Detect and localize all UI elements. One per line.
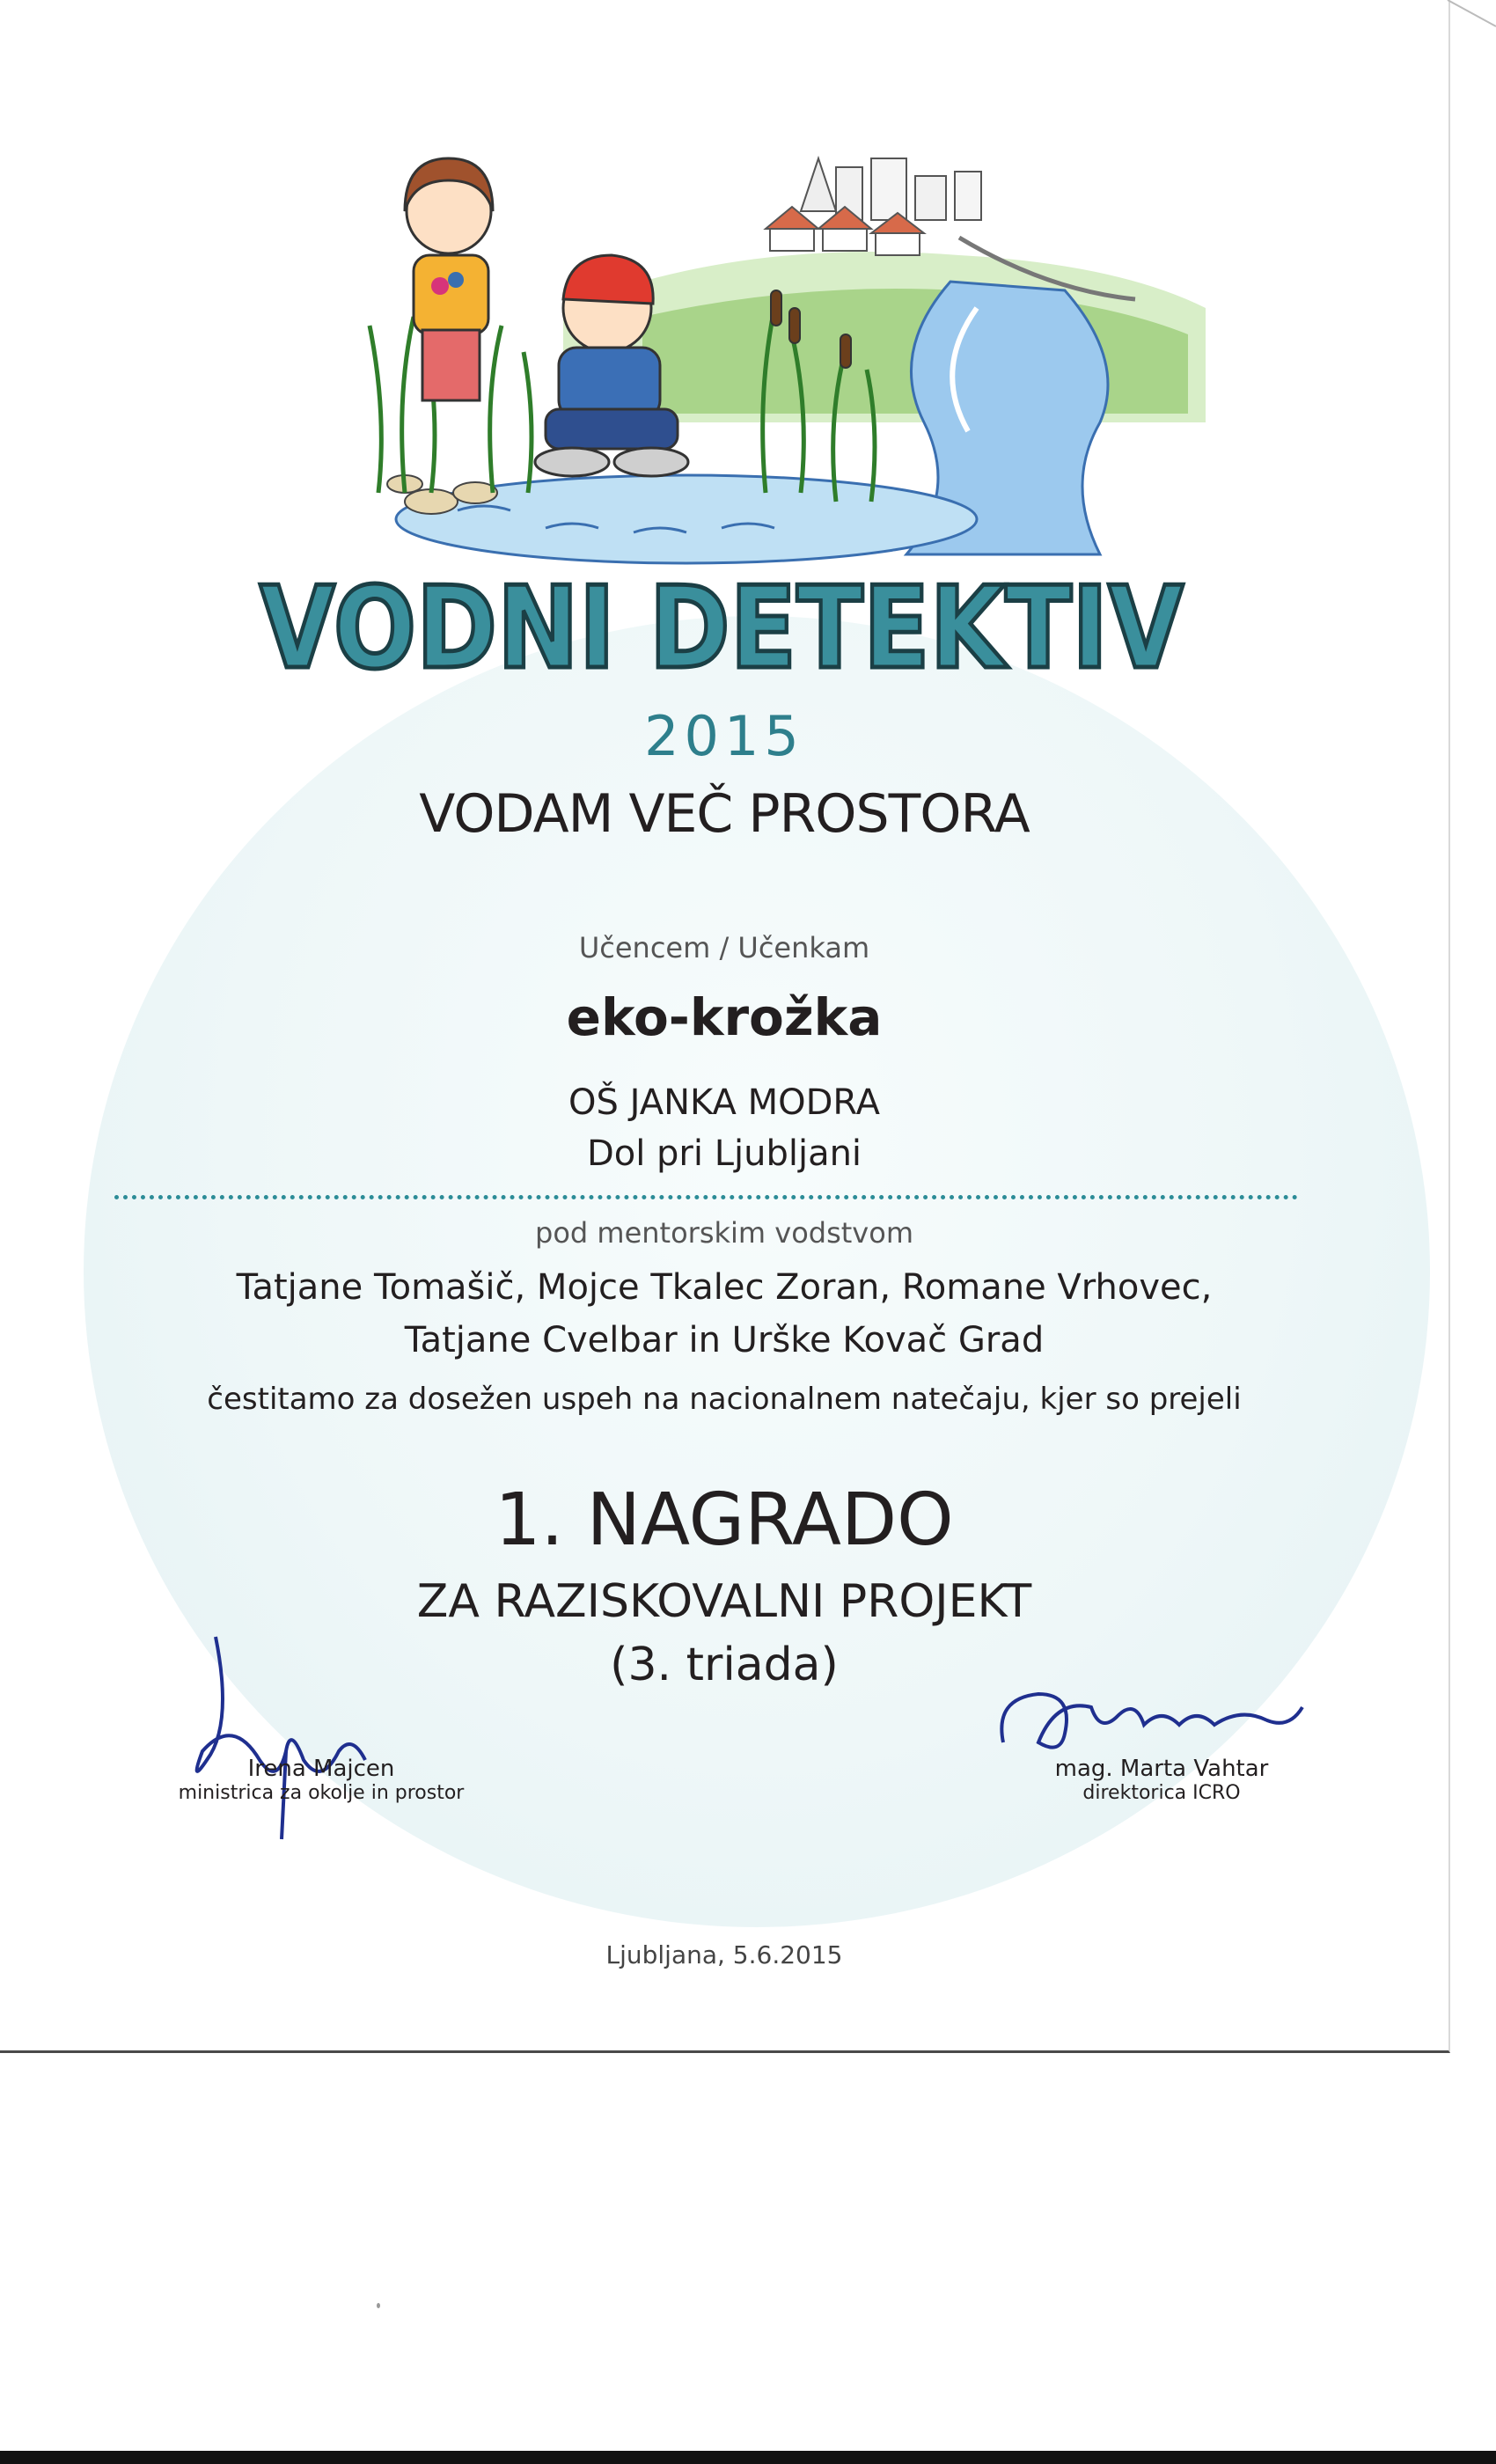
- signatory-right-role: direktorica ICRO: [1082, 1782, 1241, 1804]
- mentoring-label: pod mentorskim vodstvom: [535, 1216, 913, 1250]
- svg-text:VODNI DETEKTIV: VODNI DETEKTIV: [260, 563, 1184, 694]
- year: 2015: [644, 704, 804, 768]
- signature-left: [167, 1756, 475, 1804]
- signatory-left-role: ministrica za okolje in prostor: [178, 1782, 465, 1804]
- congratulations-text: čestitamo za dosežen uspeh na nacionalnem natečaju, kjer so prejeli: [207, 1382, 1242, 1417]
- addressee-label: Učencem / Učenkam: [578, 931, 870, 964]
- right-signature-mark: [986, 1672, 1311, 1769]
- award-description: ZA RAZISKOVALNI PROJEKT: [416, 1575, 1032, 1628]
- scan-edge-mark: [1443, 0, 1496, 35]
- mentors-line-2: Tatjane Cvelbar in Urške Kovač Grad: [404, 1320, 1045, 1360]
- campaign-title: VODAM VEČ PROSTORA: [419, 783, 1030, 845]
- award-title: 1. NAGRADO: [495, 1478, 954, 1562]
- left-signature-mark: [180, 1619, 392, 1848]
- group-name: eko-krožka: [566, 987, 883, 1047]
- children-by-river-illustration: [343, 132, 1223, 572]
- school-location: Dol pri Ljubljani: [586, 1133, 862, 1174]
- signatory-left-name: Irena Majcen: [247, 1756, 395, 1782]
- scan-speck: [377, 2303, 380, 2308]
- vodni-detektiv-logo: [246, 563, 1197, 695]
- signature-right: [1047, 1756, 1276, 1804]
- dotted-divider: [114, 1195, 1298, 1199]
- issue-date: Ljubljana, 5.6.2015: [605, 1940, 843, 1969]
- award-category: (3. triada): [610, 1639, 839, 1691]
- school-name: OŠ JANKA MODRA: [568, 1082, 880, 1123]
- mentors-line-1: Tatjane Tomašič, Mojce Tkalec Zoran, Romane Vrhovec,: [236, 1267, 1213, 1308]
- scan-bottom-border: [0, 2451, 1496, 2464]
- signatory-right-name: mag. Marta Vahtar: [1054, 1756, 1269, 1782]
